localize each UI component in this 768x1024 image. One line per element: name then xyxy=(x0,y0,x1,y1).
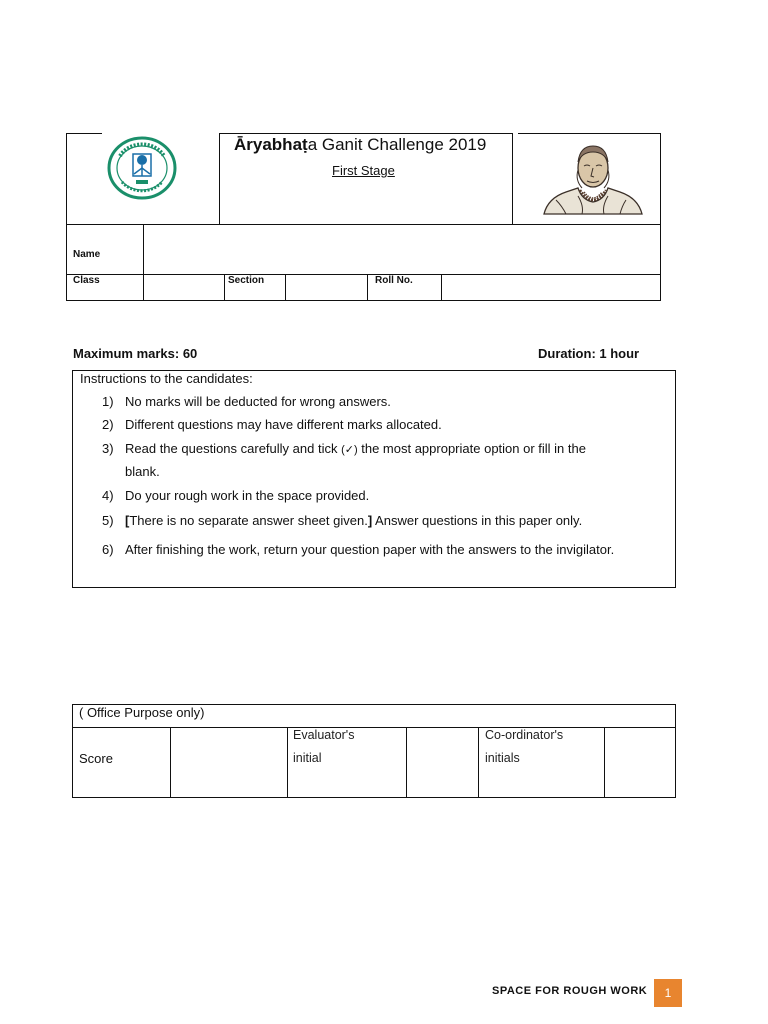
instruction-item-continued: blank. xyxy=(125,464,160,479)
instruction-item: Do your rough work in the space provided. xyxy=(125,488,370,503)
coordinator-initials-field[interactable] xyxy=(605,728,675,797)
section-label: Section xyxy=(228,275,265,286)
evaluator-label-line2: initial xyxy=(293,751,322,765)
aryabhata-portrait-icon xyxy=(538,140,648,216)
evaluator-label: Evaluator's xyxy=(293,728,355,742)
maximum-marks: Maximum marks: 60 xyxy=(73,346,198,361)
instruction-item: After finishing the work, return your question paper with the answers to the invigilator. xyxy=(125,542,615,557)
tick-mark-icon: (✓) xyxy=(341,444,358,456)
instruction-text: the most appropriate option or fill in the xyxy=(357,441,586,456)
page-title: Āryabhaṭa Ganit Challenge 2019 xyxy=(234,135,487,154)
name-field[interactable] xyxy=(144,225,660,274)
class-field[interactable] xyxy=(144,275,224,300)
instruction-item: No marks will be deducted for wrong answers. xyxy=(125,394,391,409)
section-field[interactable] xyxy=(286,275,367,300)
instruction-item xyxy=(125,441,586,456)
page-subtitle: First Stage xyxy=(332,163,395,178)
instruction-number: 2) xyxy=(102,417,114,432)
instruction-number: 6) xyxy=(102,542,114,557)
instruction-text: Answer questions in this paper only. xyxy=(372,513,583,528)
instruction-item xyxy=(125,513,582,528)
bracket-open: [ xyxy=(125,513,130,528)
score-field[interactable] xyxy=(171,728,287,797)
coordinator-label-line2: initials xyxy=(485,751,520,765)
instruction-number: 4) xyxy=(102,488,114,503)
instruction-text: There is no separate answer sheet given. xyxy=(129,513,368,528)
rough-work-label: SPACE FOR ROUGH WORK xyxy=(492,985,648,997)
name-label: Name xyxy=(73,249,101,260)
instruction-number: 5) xyxy=(102,513,114,528)
coordinator-label: Co-ordinator's xyxy=(485,728,564,742)
roll-number-label: Roll No. xyxy=(375,275,413,286)
instruction-text: Read the questions carefully and tick xyxy=(125,441,342,456)
office-heading: ( Office Purpose only) xyxy=(79,705,205,720)
class-label: Class xyxy=(73,275,100,286)
evaluator-initial-field[interactable] xyxy=(407,728,478,797)
duration: Duration: 1 hour xyxy=(538,346,640,361)
cbse-seal-icon xyxy=(106,136,178,200)
instruction-number: 3) xyxy=(102,441,114,456)
instruction-item: Different questions may have different marks allocated. xyxy=(125,417,442,432)
roll-number-field[interactable] xyxy=(442,275,660,300)
score-label: Score xyxy=(79,751,113,766)
bracket-close: ] xyxy=(367,513,373,528)
page-number: 1 xyxy=(654,979,682,1007)
instruction-number: 1) xyxy=(102,394,114,409)
instructions-heading: Instructions to the candidates: xyxy=(80,371,253,386)
